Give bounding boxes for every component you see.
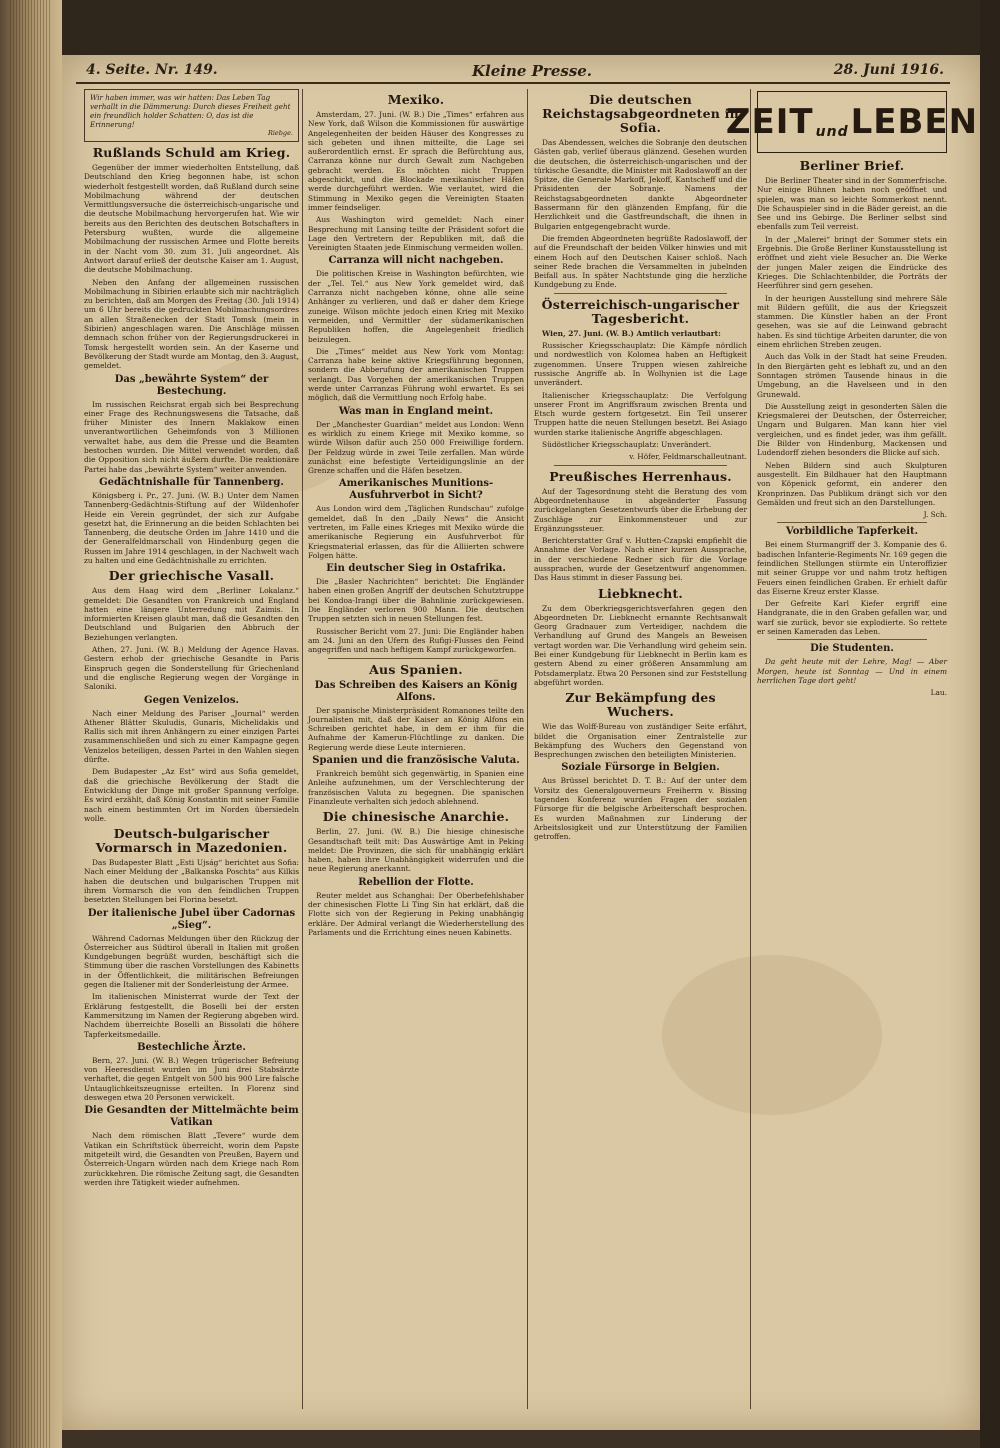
article-text: Königsberg i. Pr., 27. Juni. (W. B.) Unter dem Namen Tannenberg-Gedächtnis-Stiftung auf der Wildenhofer Heide ein Verein gegründet, der sich zur Aufgabe gesetzt hat, die Erinnerung an die beiden Schlachten bei Tannenberg, die deutsche Orden im Jahre 1410 und die der Generalfeldmarschall von Hindenburg gegen die Russen im Jahre 1914 geschlagen, in der Nachwelt wach zu halten und eine Gedächtnishalle zu errichten. [84, 490, 299, 565]
column-2 [308, 89, 524, 1409]
headline: Das Schreiben des Kaisers an König Alfons. [314, 679, 518, 703]
article-text: Russischer Kriegsschauplatz: Die Kämpfe nördlich und nordwestlich von Kolomea haben an Heftigkeit zugenommen. Unsere Truppen wiesen zahlreiche russische Angriffe ab. In Wolhynien ist die Lage unverändert. [534, 341, 747, 388]
headline: Rußlands Schuld am Krieg. [92, 145, 291, 160]
logo-word: LEBEN [850, 102, 979, 142]
article-text: Amsterdam, 27. Juni. (W. B.) Die „Times“ erfahren aus New York, daß Wilson die Kommissionen für auswärtige Angelegenheiten der beiden Häuser des Kongresses zu sich gebeten und ihnen mitteilte, die Lage sei außerordentlich ernst. Er sprach die Befürchtung aus, Carranza könne nur durch Gewalt zum Nachgeben gebracht werden. Es möchten nicht Truppen abgeschickt, und die Blockade mexikanischer Häfen werde durchgeführt werden. Wie verlautet, wird die Stimmung in Mexiko gegen die Vereinigten Staaten immer feindseliger. [308, 110, 524, 212]
motto-poem [84, 89, 299, 142]
article-text: Italienischer Kriegsschauplatz: Die Verfolgung unserer Front im Angriffsraum zwischen Brenta und Etsch wurde gestern fortgesetzt. Ein Teil unserer Truppen hatte die neuen Stellungen besetzt. Bei Asiago wurden starke italienische Angriffe abgeschlagen. [534, 390, 747, 437]
headline: Mexiko. [387, 92, 445, 107]
logo-word: und [815, 124, 849, 140]
article-text: Athen, 27. Juni. (W. B.) Meldung der Agence Havas. Gestern erhob der griechische Gesandte in Paris Einspruch gegen die Sonderstellung für Griechenland und die englische Regierung wegen der Vorgänge in Saloniki. [84, 645, 299, 692]
article-text: Dem Budapester „Az Est“ wird aus Sofia gemeldet, daß die griechische Bevölkerung der Stadt die Entwicklung der Dinge mit großer Spannung verfolge. Es wird erzählt, daß König Konstantin mit seiner Familie nach einem bestimmten Ort im Norden übersiedeln wolle. [84, 767, 299, 823]
column-1 [84, 89, 299, 1409]
logo-word: ZEIT [725, 102, 814, 142]
article-text: In der „Malerei“ bringt der Sommer stets ein Ergebnis. Die Große Berliner Kunstausstellung ist eröffnet und zieht viele Besucher an. Die Werke der jungen Maler zeigen die Eindrücke des Krieges. Die Schlachtenbilder, die Porträts der Heerführer sind gern gesehen. [757, 234, 947, 291]
article-text: Aus dem Haag wird dem „Berliner Lokalanz.“ gemeldet: Die Gesandten von Frankreich und England hatten eine längere Unterredung mit Zaimis. In informierten Kreisen glaubt man, daß die Gesandten den Deutschland und Bulgarien den Abbruch der Beziehungen verlangten. [84, 586, 299, 642]
headline: Deutsch-bulgarischer Vormarsch in Mazedonien. [95, 826, 288, 856]
article-text: Aus Brüssel berichtet D. T. B.: Auf der unter dem Vorsitz des Generalgouverneurs Freiherrn v. Bissing tagenden Konferenz wurden Fragen der sozialen Fürsorge für die belgische Arbeiterschaft besprochen. Es wurden Maßnahmen zur Linderung der Arbeitslosigkeit und zur Unterstützung der Familien getroffen. [534, 776, 747, 842]
newspaper-page [62, 55, 980, 1430]
headline: Die Gesandten der Mittelmächte beim Vatikan [84, 1105, 299, 1129]
headline: Gegen Venizelos. [144, 694, 239, 706]
article-text: Gegenüber der immer wiederholten Entstellung, daß Deutschland den Krieg begonnen habe, ist schon wiederholt festgestellt worden, daß Rußland durch seine Mobilmachung während der deutschen Vermittlungsversuche die österreichisch-ungarische und die deutsche Mobilmachung hervorgerufen hat. Wie wir bereits aus den Berichten des deutschen Botschafters in Petersburg wußten, wurde die allgemeine Mobilmachung der russischen Armee und Flotte bereits in der Nacht vom 30. zum 31. Juli angeordnet. Als Antwort darauf erließ der deutsche Kaiser am 1. August, die deutsche Mobilmachung. [84, 163, 299, 275]
article-text: Während Cadornas Meldungen über den Rückzug der Österreicher aus Südtirol überall in Italien mit großen Kundgebungen begrüßt wurden, beschäftigt sich die Stimmung über die raschen Vorstellungen des Kabinetts in der Öffentlichkeit, die militärischen Befreiungen gegen die Italiener mit der Sonderleistung der Armee. [84, 933, 299, 990]
book-binding [0, 0, 62, 1448]
article-signature: J. Sch. [923, 510, 947, 520]
poem-text: Da geht heute mit der Lehre, Mag! — Aber Morgen, heute ist Sonntag — Und in einem herrlichen Tage dort geht! [757, 657, 947, 685]
article-text: Berlin, 27. Juni. (W. B.) Die hiesige chinesische Gesandtschaft teilt mit: Das Auswärtige Amt in Peking meldet: Die Provinzen, die sich für unabhängig erklärt haben, haben ihre Unabhängigkeit widerrufen und die neue Regierung anerkannt. [308, 827, 524, 874]
article-text: Die fremden Abgeordneten begrüßte Radoslawoff, der auf die Freundschaft der beiden Völker hinwies und mit einem Hoch auf den Deutschen Kaiser schloß. Nach seiner Rede brachen die Versammelten in jubelnden Beifall aus. In später Nachtstunde ging die herzliche Kundgebung zu Ende. [534, 233, 747, 290]
article-text: Frankreich bemüht sich gegenwärtig, in Spanien eine Anleihe aufzunehmen, um der Verschlechterung der französischen Valuta zu begegnen. Die spanischen Finanzleute verhalten sich jedoch ablehnend. [308, 769, 524, 806]
article-text: Zu dem Oberkriegsgerichtsverfahren gegen den Abgeordneten Dr. Liebknecht ernannte Rechtsanwalt Georg Gradnauer zum Verteidiger, nachdem die Verhandlung auf Grund des Mangels an Beweisen vertagt worden war. Die Verhandlung wird geheim sein. Bei einer Kundgebung für Liebknecht in Berlin kam es gestern Abend zu einer größeren Ansammlung am Potsdamerplatz. Etwa 20 Personen sind zur Feststellung abgeführt worden. [534, 603, 747, 687]
masthead: Kleine Presse. [472, 62, 593, 80]
article-text: Das Budapester Blatt „Esti Ujság“ berichtet aus Sofia: Nach einer Meldung der „Balkanska Poschta“ aus Kilkis haben die deutschen und bulgarischen Truppen mit ihrem Vormarsch die von den feindlichen Truppen besetzten Stellungen bei Florina besetzt. [84, 858, 299, 905]
headline: Rebellion der Flotte. [358, 876, 474, 888]
poem-signature: Lau. [930, 688, 947, 698]
headline: Vorbildliche Tapferkeit. [785, 526, 919, 538]
article-text: Die Berliner Theater sind in der Sommerfrische. Nur einige Bühnen haben noch geöffnet und spielen, was man so leichte Sommerkost nennt. Die Schauspieler sind in die Bäder gereist, an die See und ins Gebirge. Die Berliner selbst sind ebenfalls zum Teil verreist. [757, 176, 947, 232]
column-3 [534, 89, 747, 1409]
article-text: Aus London wird dem „Täglichen Rundschau“ zufolge gemeldet, daß In den „Daily News“ die Ansicht vertreten, im Falle eines Krieges mit Mexiko würde die amerikanische Regierung ein Ausfuhrverbot für Kriegsmaterial erlassen, das für die Alliierten schwere Folgen hätte. [308, 504, 524, 560]
article-text: Auch das Volk in der Stadt hat seine Freuden. In den Biergärten geht es lebhaft zu, und an den Sonntagen strömen Tausende hinaus in die Umgebung, an die Havelseen und in den Grunewald. [757, 352, 947, 399]
article-text: Nach dem römischen Blatt „Tevere“ wurde dem Vatikan ein Schriftstück überreicht, worin dem Papste mitgeteilt wird, die Gesandten von Preußen, Bayern und Österreich-Ungarn würden nach dem Kriege nach Rom zurückkehren. Die römische Zeitung sagt, die Gesandten werden ihre Tätigkeit wieder aufnehmen. [84, 1131, 299, 1187]
headline: Was man in England meint. [338, 405, 494, 417]
headline: Bestechliche Ärzte. [137, 1041, 246, 1053]
headline: Soziale Fürsorge in Belgien. [561, 762, 720, 774]
article-text: Die „Basler Nachrichten“ berichtet: Die Engländer haben einen großen Angriff der deutschen Schutztruppe bei Kondoa-Irangi über die Bahnlinie zurückgewiesen. Die Engländer verloren 900 Mann. Die deutschen Truppen setzten sich in neuen Stellungen fest. [308, 577, 524, 624]
headline: Aus Spanien. [369, 661, 463, 677]
column-4 [725, 89, 979, 1409]
headline: Der italienische Jubel über Cadornas „Sieg“. [87, 907, 296, 931]
headline: Österreichisch-ungarischer Tagesbericht. [541, 296, 740, 326]
page-header [62, 60, 980, 82]
article-text: Neben Bildern sind auch Skulpturen ausgestellt. Ein Bildhauer hat den Hauptmann von Köpenick geformt, ein anderer den Kronprinzen. Das Publikum drängt sich vor den Gemälden und freut sich an den Darstellungen. [757, 460, 947, 507]
article-text: In der heurigen Ausstellung sind mehrere Säle mit Bildern gefüllt, die aus der Kriegszeit stammen. Die Künstler haben an der Front gesehen, was sie auf die Leinwand gebracht haben. Es sind tüchtige Arbeiten darunter, die von einem ehrlichen Streben zeugen. [757, 293, 947, 350]
article-text: Im italienischen Ministerrat wurde der Text der Erklärung festgestellt, die Boselli bei der ersten Kammersitzung im Namen der Regierung abgeben wird. Nachdem überreichte Boselli an Bissolati die höhere Tapferkeitsmedaille. [84, 992, 299, 1039]
page-number: 4. Seite. Nr. 149. [86, 62, 218, 78]
headline: Gedächtnishalle für Tannenberg. [99, 476, 284, 488]
headline: Die deutschen Reichstagsabgeordneten in Sofia. [542, 92, 739, 135]
article-text: Bei einem Sturmangriff der 3. Kompanie des 6. badischen Infanterie-Regiments Nr. 169 gegen die feindlichen Stellungen stürmte ein Unteroffizier mit seiner Gruppe vor und nahm trotz heftigen Feuers einen feindlichen Graben. Er erhielt dafür das Eiserne Kreuz erster Klasse. [757, 540, 947, 596]
headline: Liebknecht. [598, 585, 683, 601]
headline: Zur Bekämpfung des Wuchers. [565, 690, 716, 720]
article-text: Aus Washington wird gemeldet: Nach einer Besprechung mit Lansing teilte der Präsident sofort die Lage den Vertretern der Republiken mit, daß die Vereinigten Staaten jede Einmischung vermeiden wollen. [308, 215, 524, 253]
header-rule [76, 82, 950, 84]
headline: Das „bewährte System“ der Bestechung. [114, 373, 269, 397]
article-text: Der Gefreite Karl Kiefer ergriff eine Handgranate, die in den Graben gefallen war, und warf sie zurück, bevor sie explodierte. So rettete er seinen Kameraden das Leben. [757, 599, 947, 637]
right-shadow [980, 0, 1000, 1448]
headline: Preußisches Herrenhaus. [549, 468, 732, 484]
article-text: Russischer Bericht vom 27. Juni: Die Engländer haben am 24. Juni an den Ufern des Rufigi-Flusses den Feind angegriffen und nach heftigem Kampf zurückgeworfen. [308, 626, 524, 655]
article-text: Der „Manchester Guardian“ meldet aus London: Wenn es wirklich zu einem Kriege mit Mexiko komme, so würde Wilson dafür auch 250 000 Freiwillige fordern. Der Feldzug würde in zwei Teile zerfallen. Man würde zunächst eine befestigte Verteidigungslinie an der Grenze schaffen und die Häfen besetzen. [308, 419, 524, 476]
article-text: Nach einer Meldung des Pariser „Journal“ werden Athener Blätter Skuludis, Gunaris, Michelidakis und Rallis sich mit ihren Anhängern zu einer einzigen Partei zusammenschließen und sich zu einer Kampagne gegen Venizelos beteiligen, dessen Partei in den Wahlen siegen dürfte. [84, 708, 299, 765]
headline: Ein deutscher Sieg in Ostafrika. [326, 563, 506, 575]
poem-text: Wir haben immer, was wir hatten: Das Leben Tag verhallt in die Dämmerung: Durch dieses Freiheit geht ein freundlich holder Schatten: O, das ist die Erinnerung! [90, 93, 291, 129]
article-text: Wie das Wolff-Bureau von zuständiger Seite erfährt, bildet die Organisation einer Zentralstelle zur Bekämpfung des Wuchers den Gegenstand von Besprechungen zwischen den beteiligten Ministerien. [534, 722, 747, 760]
headline: Berliner Brief. [799, 158, 905, 173]
article-text: Neben den Anfang der allgemeinen russischen Mobilmachung in Sibirien erlaubte sich mir nachträglich zu berichten, daß am Morgen des Freitag (30. Juli 1914) um 6 Uhr bereits die gedruckten Mobilmachungsordres an allen Straßenecken der Stadt Tomsk (mein in Sibirien) angeschlagen waren. Die Anschläge müssen demnach schon früher von der Regierungsdruckerei in Tomsk hergestellt worden sein. An der Kaserne und Bevölkerung der Stadt wurde am Montag, den 3. August, gemeldet. [84, 277, 299, 371]
headline: Die chinesische Anarchie. [322, 809, 510, 825]
headline: Spanien und die französische Valuta. [312, 755, 520, 767]
headline: Der griechische Vasall. [108, 568, 275, 584]
headline: Die Studenten. [810, 643, 894, 655]
headline: Carranza will nicht nachgeben. [328, 255, 504, 267]
article-text: Der spanische Ministerpräsident Romanones teilte den Journalisten mit, daß der Kaiser an König Alfons ein Schreiben gerichtet habe, in dem er ihm für die Aufnahme der Kamerun-Flüchtlinge zu danken. Die Regierung werde diese Leute internieren. [308, 705, 524, 752]
article-text: Berichterstatter Graf v. Hutten-Czapski empfiehlt die Annahme der Vorlage. Nach einer kurzen Aussprache, in der verschiedene Redner sich für die Vorlage aussprachen, wurde der Gesetzentwurf angenommen. Das Haus stimmt in dieser Fassung bei. [534, 536, 747, 583]
article-dateline: Wien, 27. Juni. (W. B.) Amtlich verlautbart: [542, 328, 721, 338]
article-text: Auf der Tagesordnung steht die Beratung des vom Abgeordnetenhause in abgeänderter Fassung zurückgelangten Gesetzentwurfs über die Erhebung der Zuschläge zur Einkommensteuer und zur Ergänzungssteuer. [534, 486, 747, 533]
headline: Amerikanisches Munitions-Ausfuhrverbot in Sicht? [338, 478, 494, 502]
article-text: Die politischen Kreise in Washington befürchten, wie der „Tel. Tel.“ aus New York gemeldet wird, daß Carranza nicht nachgeben könne, ohne alle seine Anhänger zu verlieren, und daß er daher dem Kriege zuneige. Wilson möchte jedoch einen Krieg mit Mexiko vermeiden, und Vermittler der südamerikanischen Republiken hoffen, die Angelegenheit friedlich beizulegen. [308, 269, 524, 344]
poem-signature: Riebge. [267, 129, 293, 137]
issue-date: 28. Juni 1916. [833, 62, 944, 78]
article-text: Die Ausstellung zeigt in gesonderten Sälen die Kriegsmalerei der Deutschen, der Österreicher, Ungarn und Bulgaren. Man kann hier viel vergleichen, und es findet jeder, was ihm gefällt. Die Bilder von Hindenburg, Mackensen und Ludendorff ziehen besonders die Blicke auf sich. [757, 401, 947, 458]
article-text: Im russischen Reichsrat ergab sich bei Besprechung einer Frage des Rechnungswesens die Tatsache, daß früher Minister des Innern Maklakow einen unverantwortlichen Geheimfonds von 3 Millionen verwaltet habe, aus dem die Presse und die Beamten bestochen wurden. Die Mittel verwendet worden, daß die Opposition sich nicht äußern durfte. Die reaktionäre Partei habe das „bewährte System“ weiter anwenden. [84, 399, 299, 474]
article-text: Reuter meldet aus Schanghai: Der Oberbefehlshaber der chinesischen Flotte Li Ting Sin hat erklärt, daß die Flotte sich von der Regierung in Peking unabhängig erkläre. Der Admiral verlangt die Wiederherstellung des Parlaments und die Errichtung eines neuen Kabinetts. [308, 890, 524, 937]
section-logo-zeit-und-leben [725, 91, 979, 153]
article-text: Die „Times“ meldet aus New York vom Montag: Carranza habe keine aktive Kriegsführung begonnen, sondern die Abberufung der amerikanischen Truppen verlangt. Das Vorgehen der amerikanischen Truppen werde unter Carranzas Führung wohl erwartet. Es sei möglich, daß die Vermittlung noch Erfolg habe. [308, 346, 524, 403]
article-text: Südöstlicher Kriegsschauplatz: Unverändert. [542, 440, 712, 450]
article-text: Bern, 27. Juni. (W. B.) Wegen trügerischer Befreiung von Heeresdienst wurden im Juni drei Stabsärzte verhaftet, die gegen Entgelt von 500 bis 900 Lire falsche Untauglichkeitszeugnisse erteilten. In Florenz sind deswegen etwa 20 Personen verwickelt. [84, 1055, 299, 1103]
article-text: Das Abendessen, welches die Sobranje den deutschen Gästen gab, verlief überaus glänzend. Gesehen wurden die deutschen, die österreichisch-ungarischen und der türkische Gesandte, die Minister mit Radoslawoff an der Spitze, die Generale Markoff, Jekoff, Kantscheff und die Präsidenten der Sobranje. Namens der Reichstagsabgeordneten dankte Abgeordneter Bassermann für den glänzenden Empfang, für die Herzlichkeit und die Gastfreundschaft, die ihnen in Bulgarien entgegengebracht wurde. [534, 138, 747, 231]
article-signature: v. Höfer, Feldmarschalleutnant. [629, 452, 747, 462]
top-shadow [62, 0, 980, 55]
